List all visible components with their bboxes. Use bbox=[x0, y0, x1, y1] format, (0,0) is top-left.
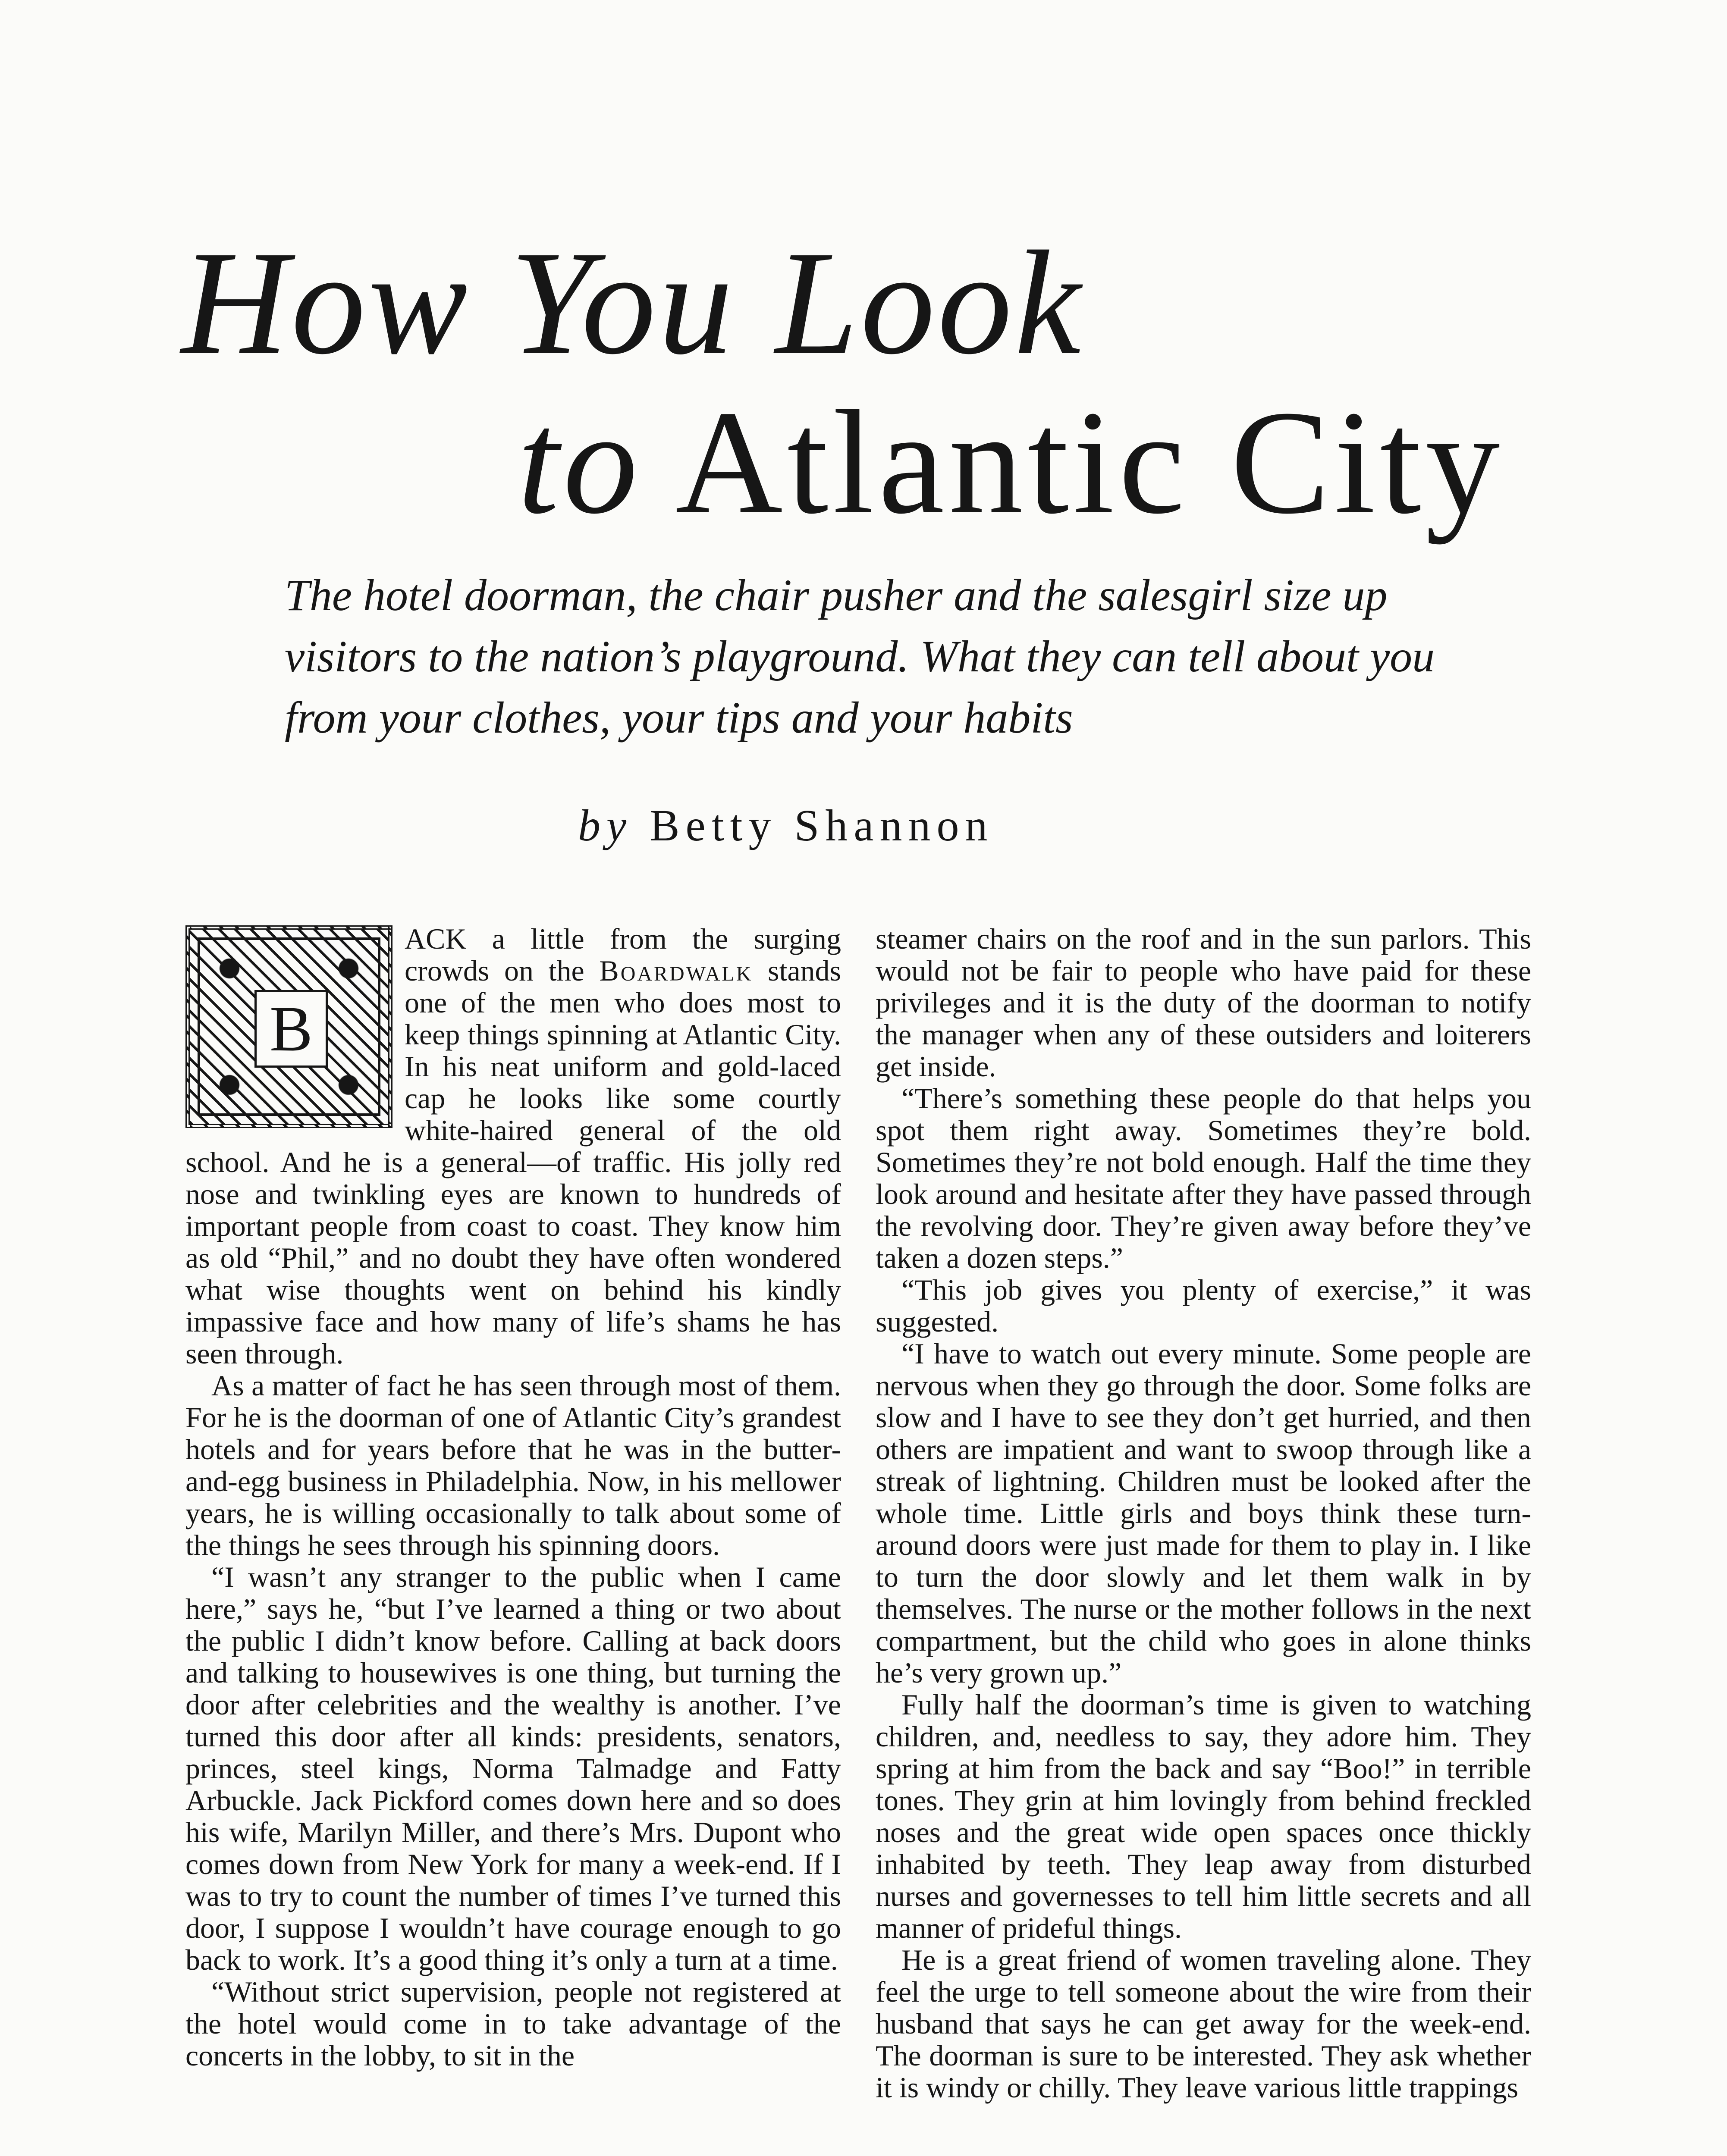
article-column-1 bbox=[185, 923, 841, 2156]
paragraph: “I have to watch out every minute. Some people are nervous when they go through the door. Some folks are slow and I have to see they don’t get hurried, and then others are impatient and want to swoop through like a streak of lightning. Children must be looked after the whole time. Little girls and boys think these turn-around doors were just made for them to play in. I like to turn the door slowly and let them walk in by themselves. The nurse or the mother follows in the next compartment, but the child who goes in alone thinks he’s very grown up.” bbox=[876, 1337, 1531, 1689]
paragraph: “Without strict supervision, people not registered at the hotel would come in to take advantage of the concerts in the lobby, to sit in the bbox=[185, 1975, 841, 2072]
paragraph: As a matter of fact he has seen through most of them. For he is the doorman of one of Atlantic City’s grandest hotels and for years before that he was in the butter-and-egg business in Philadelphia. Now, in his mellower years, he is willing occasionally to talk about some of the things he sees through his spinning doors. bbox=[185, 1369, 841, 1561]
ornamental-drop-cap-icon bbox=[185, 925, 392, 1128]
paragraph: “This job gives you plenty of exercise,” it was suggested. bbox=[876, 1273, 1531, 1338]
paragraph-text: stands one of the men who does most to keep things spinning at Atlantic City. In his neat uniform and gold-laced cap he looks like some courtly white-haired general of the old school. And he is a general—of traffic. His jolly red nose and twinkling eyes are known to hundreds of important people from coast to coast. They know him as old “Phil,” and no doubt they have often wondered what wise thoughts went on behind his kindly impassive face and how many of life’s shams he has seen through. bbox=[185, 954, 841, 1370]
boardwalk-word: Boardwalk bbox=[599, 954, 753, 987]
byline bbox=[578, 800, 994, 851]
paragraph bbox=[185, 923, 841, 1369]
title-atlantic-city: Atlantic City bbox=[675, 380, 1504, 545]
title-line-2 bbox=[518, 380, 1504, 545]
paragraph: “There’s something these people do that helps you spot them right away. Sometimes they’re bold. Sometimes they’re not bold enough. Half the time they look around and hesitate after they have passed through the revolving door. They’re given away before they’ve taken a dozen steps.” bbox=[876, 1082, 1531, 1274]
title-line-1: How You Look bbox=[181, 220, 1083, 385]
paragraph-lead-text: ACK a little from the surging crowds on the bbox=[405, 923, 841, 987]
article-column-2 bbox=[876, 923, 1531, 2156]
byline-by: by bbox=[578, 801, 633, 850]
paragraph: “I wasn’t any stranger to the public when I came here,” says he, “but I’ve learned a thing or two about the public I didn’t know before. Calling at back doors and talking to housewives is one thing, but turning the door after celebrities and the wealthy is another. I’ve turned this door after all kinds: presidents, senators, princes, steel kings, Norma Talmadge and Fatty Arbuckle. Jack Pickford comes down here and so does his wife, Marilyn Miller, and there’s Mrs. Dupont who comes down from New York for many a week-end. If I was to try to count the number of times I’ve turned this door, I suppose I wouldn’t have courage enough to go back to work. It’s a good thing it’s only a turn at a time. bbox=[185, 1561, 841, 1976]
subtitle: The hotel doorman, the chair pusher and the salesgirl size up visitors to the nation’s playground. What they can tell about you from your clothes, your tips and your habits bbox=[285, 570, 1435, 743]
title-word-to: to bbox=[518, 380, 642, 545]
paragraph: Fully half the doorman’s time is given to watching children, and, needless to say, they adore him. They spring at him from the back and say “Boo!” in terrible tones. They grin at him lovingly from behind freckled noses and the great wide open spaces once thickly inhabited by teeth. They leap away from disturbed nurses and governesses to tell him little secrets and all manner of prideful things. bbox=[876, 1688, 1531, 1944]
drop-cap-letter: B bbox=[254, 990, 328, 1068]
author-name: Betty Shannon bbox=[650, 801, 994, 850]
paragraph: He is a great friend of women traveling alone. They feel the urge to tell someone about the wire from their husband that says he can get away for the week-end. The doorman is sure to be interested. They ask whether it is windy or chilly. They leave various little trappings bbox=[876, 1943, 1531, 2104]
paragraph: steamer chairs on the roof and in the sun parlors. This would not be fair to people who have paid for these privileges and it is the duty of the doorman to notify the manager when any of these outsiders and loiterers get inside. bbox=[876, 923, 1531, 1083]
